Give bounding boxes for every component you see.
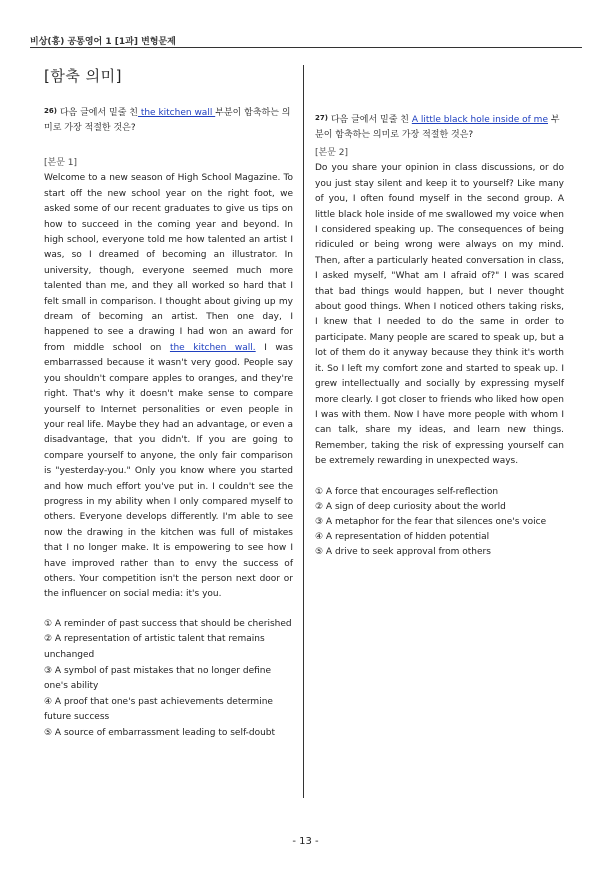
question-27-highlight: A little black hole inside of me (411, 115, 548, 125)
option-5: ⑤ A drive to seek approval from others (315, 547, 491, 558)
option-3: ③ A metaphor for the fear that silences one's voice (315, 516, 547, 527)
question-26 (44, 104, 293, 742)
option-5: ⑤ A source of embarrassment leading to self-doubt (44, 727, 276, 738)
page-number: - 13 - (292, 836, 319, 847)
question-26-options (44, 617, 293, 742)
passage-2: Do you share your opinion in class discussions, or do you just stay silent and keep it to yourself? Like many of you, I often found myself in the second group. A little black hole inside of me swallowed my voice when I considered speaking up. The consequences of being ridiculed or being wrong were always on my mind. Then, after a particularly heated conversation in class, I asked myself, "What am I afraid of?" I was scared that bad things would happen, but I never thought about good things. When I noticed others taking risks, I knew that I needed to do the same in order to participate. Many people are scared to speak up, but a lot of them do it anyway because they think it's worth it. So I left my comfort zone and started to speak up. I grew intellectually and socially by expressing myself more clearly. I got closer to friends who liked how open I was with them. Now I have more people with whom I can talk, share my ideas, and learn new things. Remember, taking the risk of expressing yourself can be extremely rewarding in unexpected ways. (315, 163, 564, 467)
passage-1-text-before: Welcome to a new season of High School Magazine. To start off the new school year on the right foot, we asked some of our recent graduates to give us tips on how to succeed in the coming year and beyond. In high school, everyone told me how talented an artist I was, so I dreamed of becoming an illustrator. In university, though, everyone seemed much more talented than me, and they all worked so hard that I felt small in comparison. I thought about giving up my dream of becoming an artist. Then one day, I happened to see a drawing I had won an award for from middle school on (44, 173, 293, 353)
option-4: ④ A representation of hidden potential (315, 532, 490, 543)
question-27-prompt (315, 111, 564, 143)
question-26-prompt (44, 104, 293, 136)
section-title: [함축 의미] (44, 67, 122, 85)
option-2: ② A representation of artistic talent that remains unchanged (44, 634, 265, 660)
question-27-prompt-after: 부분이 함축하는 의미로 가장 적절한 것은? (315, 115, 560, 140)
question-27-number: 27) (315, 114, 328, 122)
option-1: ① A force that encourages self-reflection (315, 486, 499, 497)
option-2: ② A sign of deep curiosity about the world (315, 501, 506, 512)
question-26-prompt-before: 다음 글에서 밑줄 친 (56, 108, 138, 118)
header-rule (30, 47, 582, 48)
page-header: 비상(홍) 공통영어 1 [1과] 변형문제 (30, 37, 176, 47)
question-26-number: 26) (44, 107, 57, 115)
option-3: ③ A symbol of past mistakes that no longer define one's ability (44, 665, 272, 692)
question-26-prompt-after: 부분이 함축하는 의미로 가장 적절한 것은? (44, 108, 291, 133)
question-26-highlight: the kitchen wall (137, 108, 216, 118)
question-27-options (315, 485, 564, 561)
question-27 (315, 111, 564, 561)
option-1: ① A reminder of past success that should be cherished (44, 618, 292, 629)
question-27-prompt-before: 다음 글에서 밑줄 친 (327, 115, 412, 125)
option-4: ④ A proof that one's past achievements determine future success (44, 696, 273, 723)
passage-1-underlined-phrase: the kitchen wall. (169, 342, 256, 353)
column-divider (303, 65, 304, 798)
passage-1-text-after: I was embarrassed because it wasn't very good. People say you shouldn't compare apples to oranges, and they're right. That's why it doesn't make sense to compare yourself to Internet personalities or even people in your real life. Maybe they had an advantage, or even a disadvantage, that you didn't. If you are going to compare yourself to anyone, the only fair comparison is "yesterday-you." Only you know where you started and how much effort you've put in. I couldn't see the progress in my ability when I only compared myself to others. Everyone develops differently. I'm able to see now the drawing in the kitchen was full of mistakes that I no longer make. It is empowering to see how I have improved rather than to envy the success of others. Your competition isn't the person next door or the influencer on social media: it's you. (44, 342, 293, 600)
passage-1-label: [본문 1] (44, 158, 77, 168)
passage-1 (44, 171, 293, 602)
passage-2-label: [본문 2] (315, 148, 348, 158)
